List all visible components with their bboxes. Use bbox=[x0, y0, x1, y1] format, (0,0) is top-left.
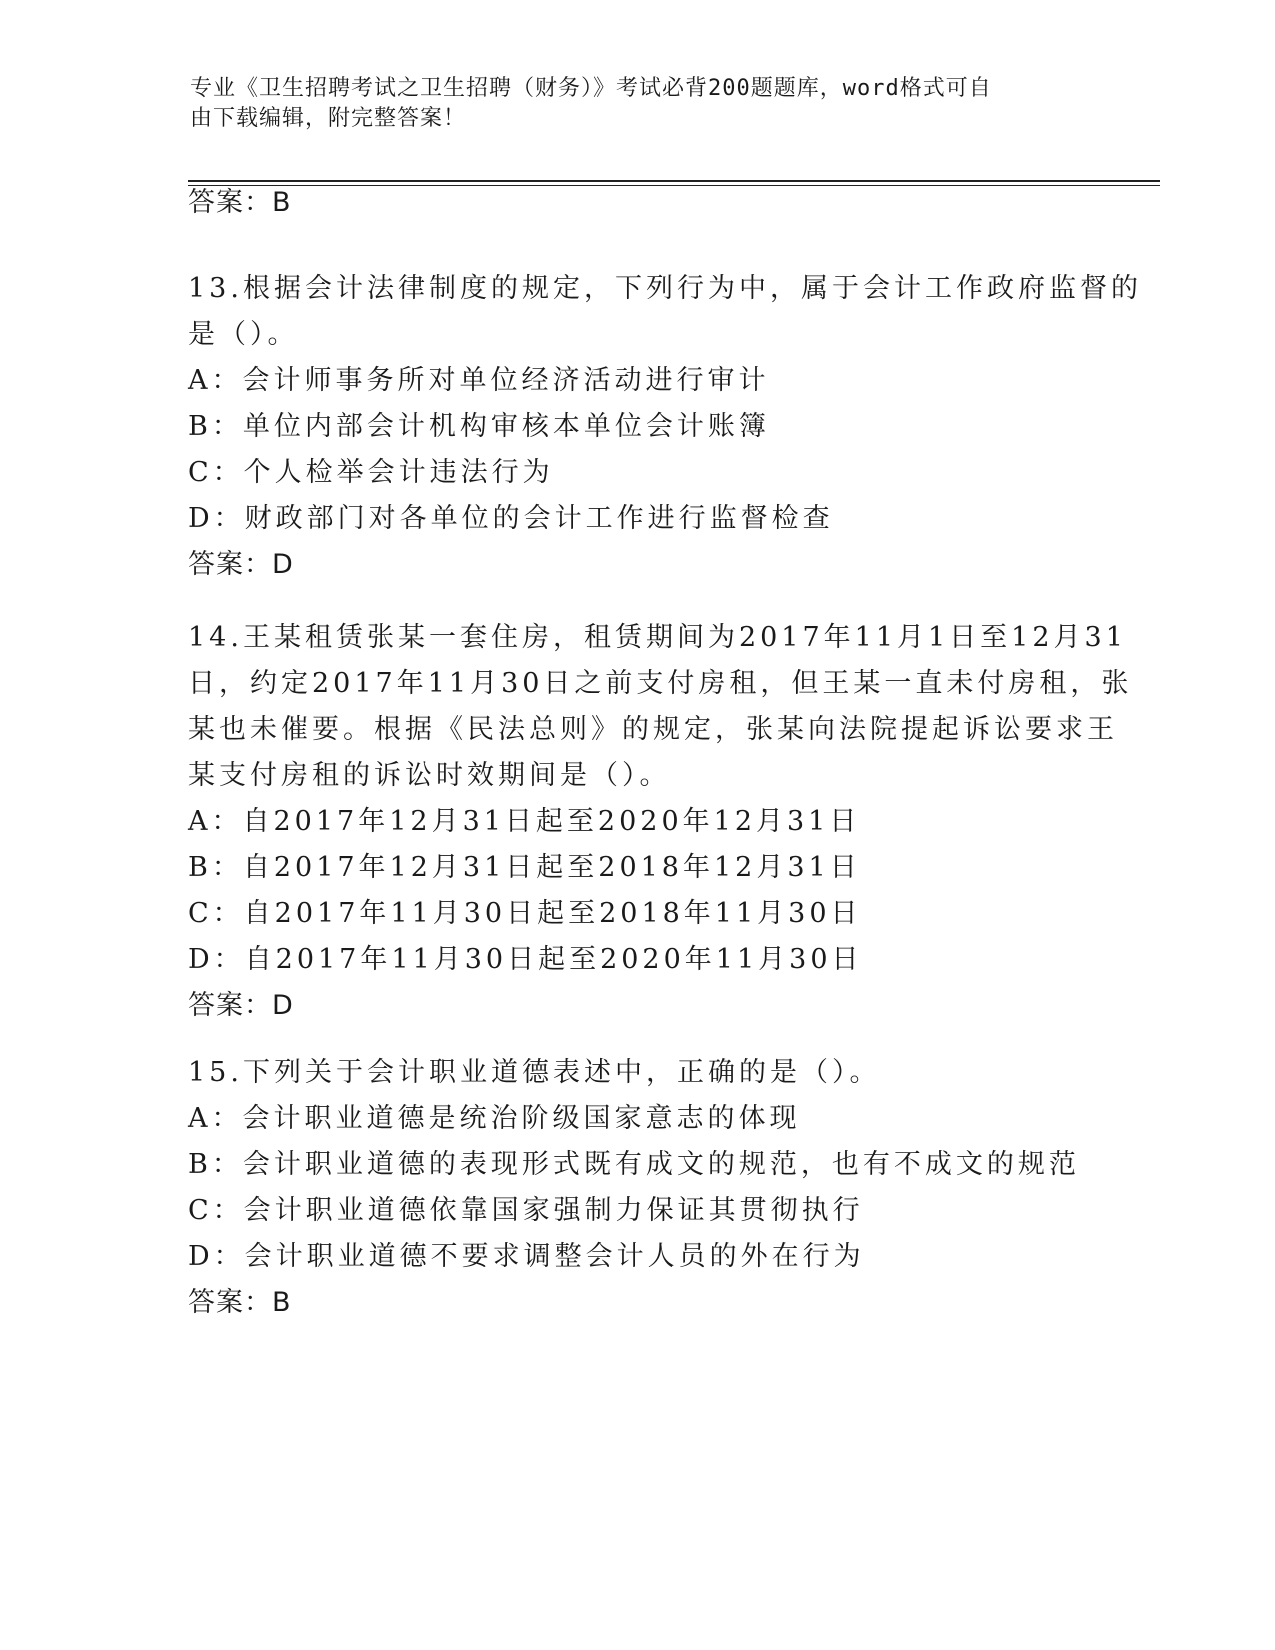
header-line-2: 由下载编辑，附完整答案！ bbox=[190, 106, 467, 131]
answer-label: 答案：B bbox=[188, 1287, 292, 1318]
option-a: A：自2017年12月31日起至2020年12月31日 bbox=[188, 806, 861, 837]
option-c: C：自2017年11月30日起至2018年11月30日 bbox=[188, 898, 862, 929]
question-text-line: 日，约定2017年11月30日之前支付房租，但王某一直未付房租，张 bbox=[188, 668, 1133, 699]
question-text-line: 某支付房租的诉讼时效期间是（）。 bbox=[188, 760, 671, 791]
option-c: C：会计职业道德依靠国家强制力保证其贯彻执行 bbox=[188, 1195, 864, 1226]
question-text-line: 13.根据会计法律制度的规定，下列行为中，属于会计工作政府监督的 bbox=[188, 273, 1142, 304]
answer-label: 答案：B bbox=[188, 187, 292, 218]
question-13 bbox=[188, 266, 1142, 588]
document-header bbox=[190, 74, 1070, 134]
option-b: B：单位内部会计机构审核本单位会计账簿 bbox=[188, 411, 770, 442]
answer-label: 答案：D bbox=[188, 549, 294, 580]
option-d: D：财政部门对各单位的会计工作进行监督检查 bbox=[188, 503, 834, 534]
answer-label: 答案：D bbox=[188, 990, 294, 1021]
option-d: D：自2017年11月30日起至2020年11月30日 bbox=[188, 944, 863, 975]
previous-answer-block bbox=[188, 180, 1088, 226]
question-15 bbox=[188, 1050, 1088, 1326]
option-c: C：个人检举会计违法行为 bbox=[188, 457, 554, 488]
option-a: A：会计职业道德是统治阶级国家意志的体现 bbox=[188, 1103, 801, 1134]
question-text-line: 15.下列关于会计职业道德表述中，正确的是（）。 bbox=[188, 1057, 881, 1088]
question-14 bbox=[188, 615, 1133, 1029]
option-d: D：会计职业道德不要求调整会计人员的外在行为 bbox=[188, 1241, 865, 1272]
header-line-1: 专业《卫生招聘考试之卫生招聘（财务）》考试必背200题题库，word格式可自 bbox=[190, 76, 992, 101]
option-b: B：会计职业道德的表现形式既有成文的规范，也有不成文的规范 bbox=[188, 1149, 1080, 1180]
question-text-line: 某也未催要。根据《民法总则》的规定，张某向法院提起诉讼要求王 bbox=[188, 714, 1118, 745]
option-b: B：自2017年12月31日起至2018年12月31日 bbox=[188, 852, 861, 883]
question-text-line: 14.王某租赁张某一套住房，租赁期间为2017年11月1日至12月31 bbox=[188, 622, 1127, 653]
option-a: A：会计师事务所对单位经济活动进行审计 bbox=[188, 365, 770, 396]
question-text-line: 是（）。 bbox=[188, 319, 299, 350]
